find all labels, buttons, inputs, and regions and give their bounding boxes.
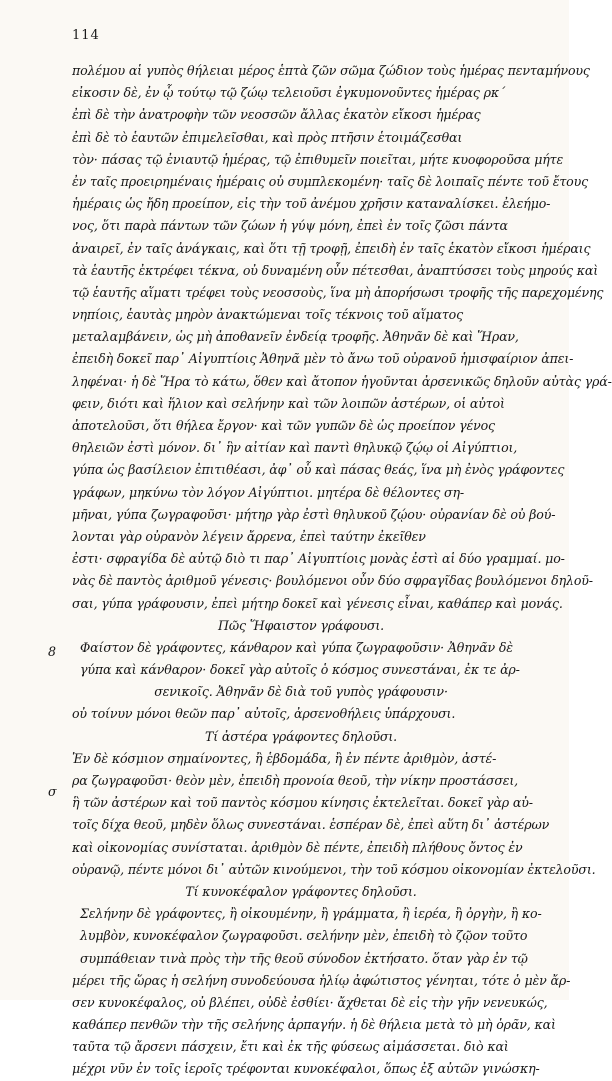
text-line: νος, ὅτι παρὰ πάντων τῶν ζώων ἡ γύψ μόνη, ἐπεὶ ἐν τοῖς ζῶσι πάντα [72,218,508,234]
text-line: ἀποτελοῦσι, ὅτι θήλεα ἔργον· καὶ τῶν γυπῶν δὲ ὡς προείπον γένος [72,418,495,433]
text-line: φειν, διότι καὶ ἥλιον καὶ σελήνην καὶ τῶν λοιπῶν ἀστέρων, οἱ αὐτοὶ [72,395,505,411]
text-line: καθάπερ πενθῶν τὴν τῆς σελήνης ἁρπαγήν. ἡ δὲ θήλεια μετὰ τὸ μὴ ὁρᾶν, καὶ [72,1017,556,1033]
text-line: σεν κυνοκέφαλος, οὐ βλέπει, οὐδὲ ἐσθίει· ἄχθεται δὲ εἰς τὴν γῆν νενευκώς, [72,994,548,1010]
text-line: πολέμου αἱ γυπὸς θήλειαι μέρος ἑπτὰ ζῶν σῶμα ζώδιον τοὺς ἡμέρας πενταμήνους [72,63,590,78]
text-line: λυμβὸν, κυνοκέφαλον ζωγραφοῦσι. σελήνην μὲν, ἐπειδὴ τὸ ζῷον τοῦτο [80,928,528,944]
margin-note: 8 [48,644,57,659]
text-line: τὸν· πάσας τῷ ἐνιαυτῷ ἡμέρας, τῷ ἐπιθυμεῖν ποιεῖται, μήτε κυοφοροῦσα μήτε [72,151,564,167]
section-heading: σενικοῖς. Ἀθηνᾶν δὲ διὰ τοῦ γυπὸς γράφουσιν· [154,684,448,700]
section-heading: Τί ἀστέρα γράφοντες δηλοῦσι. [204,728,398,744]
text-line: καὶ οἰκονομίας συνίσταται. ἀριθμὸν δὲ πέντε, ἐπειδὴ πλήθους ὄντος ἐν [72,839,523,855]
text-line: τοῖς δίχα θεοῦ, μηδὲν ὅλως συνεστάναι. ἑσπέραν δὲ, ἐπεὶ αὕτη δι᾽ ἀστέρων [72,817,550,833]
text-line: ἐπειδὴ δοκεῖ παρ᾽ Αἰγυπτίοις Ἀθηνᾶ μὲν τὸ ἄνω τοῦ οὐρανοῦ ἡμισφαίριον ἀπει- [72,351,574,367]
page-number: 114 [72,28,100,43]
text-line: ἐπὶ δὲ τὸ ἑαυτῶν ἐπιμελεῖσθαι, καὶ πρὸς πτῆσιν ἑτοιμάζεσθαι [72,129,463,145]
text-line: ἡμέραις ὡς ἤδη προείπον, εἰς τὴν τοῦ ἀνέμου χρῆσιν καταναλίσκει. ἐλεήμο- [72,196,551,212]
text-line: Φαίστον δὲ γράφοντες, κάνθαρον καὶ γύπα ζωγραφοῦσιν· Ἀθηνᾶν δὲ [80,639,513,655]
text-line: νηπίοις, ἑαυτὰς μηρὸν ἀνακτώμεναι τοῖς τέκνοις τοῦ αἵματος [72,307,464,323]
text-line: οὐρανῷ, πέντε μόνοι δι᾽ αὐτῶν κινούμενοι, τὴν τοῦ κόσμου οἰκονομίαν ἐκτελοῦσι. [72,861,596,877]
text-line: τῷ ἑαυτῆς αἵματι τρέφει τοὺς νεοσσοὺς, ἵνα μὴ ἀπορήσωσι τροφῆς τῆς παρεχομένης [72,284,604,300]
text-line: μῆναι, γύπα ζωγραφοῦσι· μήτηρ γὰρ ἐστὶ θηλυκοῦ ζῴου· οὐρανίαν δὲ οὐ βού- [72,506,556,522]
text-line: θηλειῶν ἐστὶ μόνον. δι᾽ ἣν αἰτίαν καὶ παντὶ θηλυκῷ ζῴῳ οἱ Αἰγύπτιοι, [72,440,518,456]
text-line: τὰ ἑαυτῆς ἐκτρέφει τέκνα, οὐ δυναμένη οὖν πέτεσθαι, ἀναπτύσσει τοὺς μηρούς καὶ [72,262,598,278]
text-line: ἣ τῶν ἀστέρων καὶ τοῦ παντὸς κόσμου κίνησις ἐκτελεῖται. δοκεῖ γὰρ αὐ- [72,795,533,811]
text-line: λονται γὰρ οὐρανὸν λέγειν ἄρρενα, ἐπεὶ ταύτην ἐκεῖθεν [72,528,426,544]
text-line: συμπάθειαν τινὰ πρὸς τὴν τῆς θεοῦ σύνοδον ἐκτήσατο. ὅταν γὰρ ἐν τῷ [80,950,528,966]
text-line: γύπα ὡς βασίλειον ἐπιτιθέασι, ἀφ᾽ οὗ καὶ πάσας θεάς, ἵνα μὴ ἐνὸς γράφοντες [72,462,565,478]
text-line: ταῦτα τῷ ἄρσενι πάσχειν, ἔτι καὶ ἐκ τῆς φύσεως αἱμάσσεται. διὸ καὶ [72,1039,509,1055]
text-line: Ἐν δὲ κόσμιον σημαίνοντες, ἢ ἑβδομάδα, ἢ ἐν πέντε ἀριθμὸν, ἀστέ- [72,750,497,766]
text-line: οὐ τοίνυν μόνοι θεῶν παρ᾽ αὐτοῖς, ἀρσενοθήλεις ὑπάρχουσι. [72,706,456,722]
text-line: ρα ζωγραφοῦσι· θεὸν μὲν, ἐπειδὴ προνοία θεοῦ, τὴν νίκην προστάσσει, [72,773,519,788]
text-line: γύπα καὶ κάνθαρον· δοκεῖ γὰρ αὐτοῖς ὁ κόσμος συνεστάναι, ἐκ τε ἀρ- [80,662,520,678]
text-line: ἐν ταῖς προειρημέναις ἡμέραις οὐ συμπλεκομένη· ταῖς δὲ λοιπαῖς πέντε τοῦ ἔτους [72,173,588,189]
text-line: Σελήνην δὲ γράφοντες, ἢ οἰκουμένην, ἢ γράμματα, ἢ ἱερέα, ἢ ὀργὴν, ἢ κο- [80,906,542,922]
section-heading: Τί κυνοκέφαλον γράφοντες δηλοῦσι. [185,883,417,899]
text-line: μέχρι νῦν ἐν τοῖς ἱεροῖς τρέφονται κυνοκέφαλοι, ὅπως ἐξ αὐτῶν γινώσκη- [72,1061,540,1077]
text-line: γράφων, μηκύνω τὸν λόγον Αἰγύπτιοι. μητέρα δὲ θέλοντες ση- [72,484,464,500]
margin-note: σ [48,784,57,799]
text-line: μέρει τῆς ὥρας ἡ σελήνη συνοδεύουσα ἡλίῳ ἀφώτιστος γένηται, τότε ὁ μὲν ἄρ- [72,972,571,988]
text-line: ἐστι· σφραγίδα δὲ αὐτῷ διὸ τι παρ᾽ Αἰγυπτίοις μονὰς ἐστὶ αἱ δύο γραμμαί. μο- [72,551,565,567]
section-heading: Πῶς Ἥφαιστον γράφουσι. [218,617,384,633]
text-line: ἀναιρεῖ, ἐν ταῖς ἀνάγκαις, καὶ ὅτι τῇ τροφῇ, ἐπειδὴ ἐν ταῖς ἑκατὸν εἴκοσι ἡμέραις [72,240,591,256]
text-line: ληφέναι· ἡ δὲ Ἥρα τὸ κάτω, ὅθεν καὶ ἄτοπον ἡγοῦνται ἀρσενικῶς δηλοῦν αὐτὰς γρά- [72,373,612,389]
text-line: μεταλαμβάνειν, ὡς μὴ ἀποθανεῖν ἐνδείᾳ τροφῆς. Ἀθηνᾶν δὲ καὶ Ἥραν, [72,329,519,345]
text-line: ἐπὶ δὲ τὴν ἀνατροφὴν τῶν νεοσσῶν ἄλλας ἑκατὸν εἴκοσι ἡμέρας [72,107,481,123]
text-line: νὰς δὲ παντὸς ἀριθμοῦ γένεσις· βουλόμενοι οὖν δύο σφραγῖδας βουλόμενοι δηλοῦ- [72,573,593,589]
text-line: εἰκοσιν δὲ, ἐν ᾧ τούτῳ τῷ ζώῳ τελειοῦσι ἐγκυμονοῦντες ἡμέρας ρκ´ [72,85,506,101]
greek-text-block [72,60,612,1081]
text-line: σαι, γύπα γράφουσιν, ἐπεὶ μήτηρ δοκεῖ καὶ γένεσις εἶναι, καθάπερ καὶ μονάς. [72,595,563,611]
